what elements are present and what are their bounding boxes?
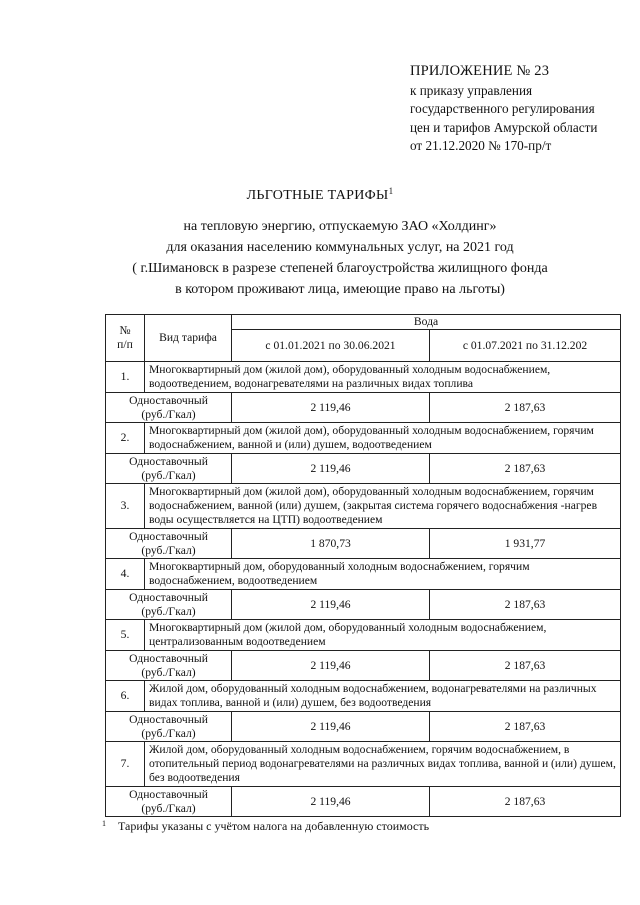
tariff-label: Одноставочный (руб./Гкал) bbox=[106, 454, 232, 484]
table-header-row bbox=[106, 315, 621, 330]
header-period-1: с 01.01.2021 по 30.06.2021 bbox=[232, 330, 430, 362]
footnote-mark: 1 bbox=[102, 819, 106, 828]
tariff-value-period-1: 2 119,46 bbox=[232, 787, 430, 817]
row-number: 5. bbox=[106, 620, 145, 651]
subtitle-line: на тепловую энергию, отпускаемую ЗАО «Холдинг» bbox=[183, 219, 497, 234]
row-number: 4. bbox=[106, 559, 145, 590]
appendix-block bbox=[410, 62, 638, 156]
document-title bbox=[0, 188, 640, 204]
table-row bbox=[106, 590, 621, 620]
subtitle-line: ( г.Шимановск в разрезе степеней благоустройства жилищного фонда bbox=[132, 261, 548, 276]
row-description: Жилой дом, оборудованный холодным водоснабжением, горячим водоснабжением, в отопительный период водонагревателями на различных видах топлива, ванной и (или) душем, без водоотведения bbox=[145, 742, 621, 787]
row-number: 3. bbox=[106, 484, 145, 529]
table-row bbox=[106, 787, 621, 817]
row-number: 2. bbox=[106, 423, 145, 454]
row-description: Многоквартирный дом, оборудованный холодным водоснабжением, горячим водоснабжением, водоотведением bbox=[145, 559, 621, 590]
table-row bbox=[106, 362, 621, 393]
header-number: № п/п bbox=[106, 315, 145, 362]
tariff-value-period-2: 1 931,77 bbox=[430, 529, 621, 559]
table-row bbox=[106, 620, 621, 651]
tariff-value-period-2: 2 187,63 bbox=[430, 454, 621, 484]
tariff-value-period-2: 2 187,63 bbox=[430, 590, 621, 620]
table-row bbox=[106, 454, 621, 484]
row-description: Многоквартирный дом (жилой дом), оборудованный холодным водоснабжением, горячим водоснабжением, ванной (или) душем, (закрытая система горячего водоснабжения -нагрев воды осуществляется на ЦТП) водоотведением bbox=[145, 484, 621, 529]
tariff-value-period-1: 2 119,46 bbox=[232, 651, 430, 681]
tariff-value-period-2: 2 187,63 bbox=[430, 393, 621, 423]
row-description: Многоквартирный дом (жилой дом), оборудованный холодным водоснабжением, горячим водоснабжением, ванной и (или) душем, водоотведением bbox=[145, 423, 621, 454]
table-row bbox=[106, 529, 621, 559]
tariff-value-period-1: 2 119,46 bbox=[232, 454, 430, 484]
row-description: Многоквартирный дом (жилой дом, оборудованный холодным водоснабжением, централизованным водоотведением bbox=[145, 620, 621, 651]
tariff-label: Одноставочный (руб./Гкал) bbox=[106, 712, 232, 742]
appendix-line: к приказу управления bbox=[410, 82, 533, 98]
tariff-label: Одноставочный (руб./Гкал) bbox=[106, 651, 232, 681]
document-title-text: ЛЬГОТНЫЕ ТАРИФЫ bbox=[246, 188, 389, 203]
subtitle-line: для оказания населению коммунальных услуг, на 2021 год bbox=[166, 240, 514, 255]
appendix-title: ПРИЛОЖЕНИЕ № 23 bbox=[410, 63, 550, 79]
tariff-label: Одноставочный (руб./Гкал) bbox=[106, 529, 232, 559]
tariff-value-period-2: 2 187,63 bbox=[430, 787, 621, 817]
appendix-line: от 21.12.2020 № 170-пр/т bbox=[410, 138, 552, 153]
tariff-label: Одноставочный (руб./Гкал) bbox=[106, 787, 232, 817]
footnote-mark: 1 bbox=[388, 186, 394, 196]
appendix-line: цен и тарифов Амурской области bbox=[410, 119, 598, 135]
subtitle-line: в котором проживают лица, имеющие право на льготы) bbox=[175, 282, 505, 297]
row-number: 6. bbox=[106, 681, 145, 712]
row-number: 7. bbox=[106, 742, 145, 787]
tariff-label: Одноставочный (руб./Гкал) bbox=[106, 393, 232, 423]
table-row bbox=[106, 742, 621, 787]
table-row bbox=[106, 393, 621, 423]
row-description: Жилой дом, оборудованный холодным водоснабжением, водонагревателями на различных видах топлива, ванной и (или) душем, без водоотведения bbox=[145, 681, 621, 712]
tariff-table bbox=[105, 314, 621, 817]
tariff-value-period-1: 2 119,46 bbox=[232, 590, 430, 620]
header-tariff-kind: Вид тарифа bbox=[145, 315, 232, 362]
table-row bbox=[106, 559, 621, 590]
header-period-2: с 01.07.2021 по 31.12.202 bbox=[430, 330, 621, 362]
table-row bbox=[106, 681, 621, 712]
footnote-text: Тарифы указаны с учётом налога на добавленную стоимость bbox=[118, 819, 430, 833]
row-description: Многоквартирный дом (жилой дом), оборудованный холодным водоснабжением, водоотведением, водонагревателями на различных видах топлива bbox=[145, 362, 621, 393]
document-subtitle bbox=[100, 216, 580, 300]
header-water: Вода bbox=[232, 315, 621, 330]
table-row bbox=[106, 484, 621, 529]
tariff-value-period-2: 2 187,63 bbox=[430, 712, 621, 742]
table-row bbox=[106, 712, 621, 742]
table-row bbox=[106, 423, 621, 454]
row-number: 1. bbox=[106, 362, 145, 393]
appendix-line: государственного регулирования bbox=[410, 101, 595, 116]
tariff-value-period-1: 2 119,46 bbox=[232, 712, 430, 742]
table-body bbox=[106, 362, 621, 817]
tariff-label: Одноставочный (руб./Гкал) bbox=[106, 590, 232, 620]
tariff-value-period-1: 1 870,73 bbox=[232, 529, 430, 559]
tariff-value-period-1: 2 119,46 bbox=[232, 393, 430, 423]
table-row bbox=[106, 651, 621, 681]
tariff-value-period-2: 2 187,63 bbox=[430, 651, 621, 681]
footnote bbox=[102, 819, 622, 834]
